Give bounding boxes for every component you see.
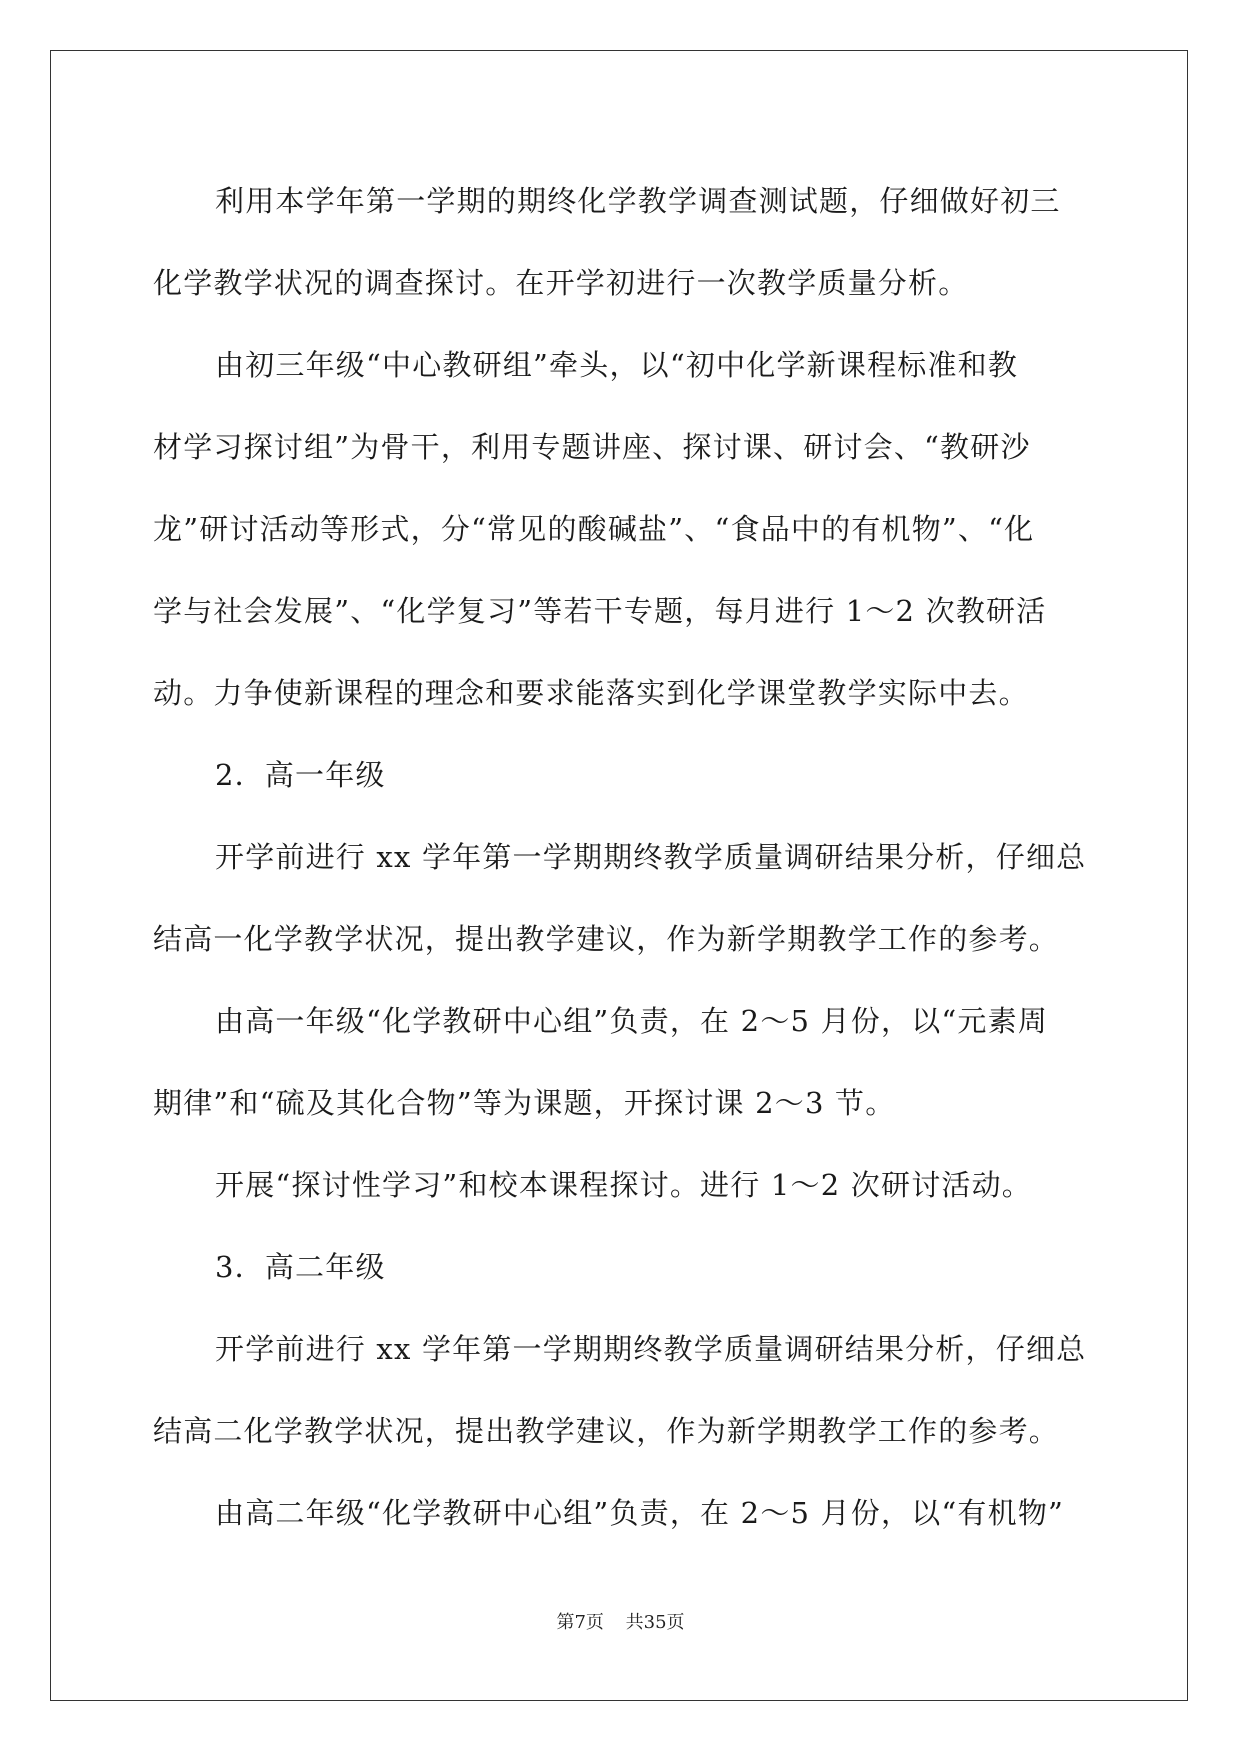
paragraph-line: 化学教学状况的调查探讨。在开学初进行一次教学质量分析。 <box>153 266 969 300</box>
paragraph-line: 利用本学年第一学期的期终化学教学调查测试题，仔细做好初三 <box>215 184 1061 218</box>
paragraph-line: 材学习探讨组”为骨干，利用专题讲座、探讨课、研讨会、“教研沙 <box>153 430 1031 464</box>
paragraph-line: 结高二化学教学状况，提出教学建议，作为新学期教学工作的参考。 <box>153 1414 1060 1448</box>
paragraph-line: 龙”研讨活动等形式，分“常见的酸碱盐”、“食品中的有机物”、“化 <box>153 512 1035 546</box>
paragraph-line: 由初三年级“中心教研组”牵头，以“初中化学新课程标准和教 <box>215 348 1019 382</box>
paragraph-7 <box>153 1472 1088 1554</box>
heading-text: 3．高二年级 <box>215 1250 386 1284</box>
document-body <box>153 160 1088 1554</box>
paragraph-line: 学与社会发展”、“化学复习”等若干专题，每月进行 1～2 次教研活 <box>153 594 1047 628</box>
paragraph-5 <box>153 1144 1088 1226</box>
paragraph-line: 由高二年级“化学教研中心组”负责，在 2～5 月份，以“有机物” <box>215 1496 1065 1530</box>
page-footer <box>0 1608 1241 1634</box>
paragraph-2 <box>153 324 1088 734</box>
section-heading-grade-11 <box>153 1226 1088 1308</box>
paragraph-4 <box>153 980 1088 1144</box>
page-total: 共35页 <box>625 1612 685 1633</box>
paragraph-line: 开学前进行 xx 学年第一学期期终教学质量调研结果分析，仔细总 <box>215 1332 1087 1366</box>
heading-text: 2．高一年级 <box>215 758 386 792</box>
paragraph-3 <box>153 816 1088 980</box>
paragraph-6 <box>153 1308 1088 1472</box>
paragraph-1 <box>153 160 1088 324</box>
paragraph-line: 开展“探讨性学习”和校本课程探讨。进行 1～2 次研讨活动。 <box>215 1168 1032 1202</box>
paragraph-line: 由高一年级“化学教研中心组”负责，在 2～5 月份，以“元素周 <box>215 1004 1049 1038</box>
paragraph-line: 动。力争使新课程的理念和要求能落实到化学课堂教学实际中去。 <box>153 676 1029 710</box>
paragraph-line: 结高一化学教学状况，提出教学建议，作为新学期教学工作的参考。 <box>153 922 1060 956</box>
page-number: 第7页 <box>556 1612 604 1633</box>
paragraph-line: 期律”和“硫及其化合物”等为课题，开探讨课 2～3 节。 <box>153 1086 896 1120</box>
paragraph-line: 开学前进行 xx 学年第一学期期终教学质量调研结果分析，仔细总 <box>215 840 1087 874</box>
section-heading-grade-10 <box>153 734 1088 816</box>
